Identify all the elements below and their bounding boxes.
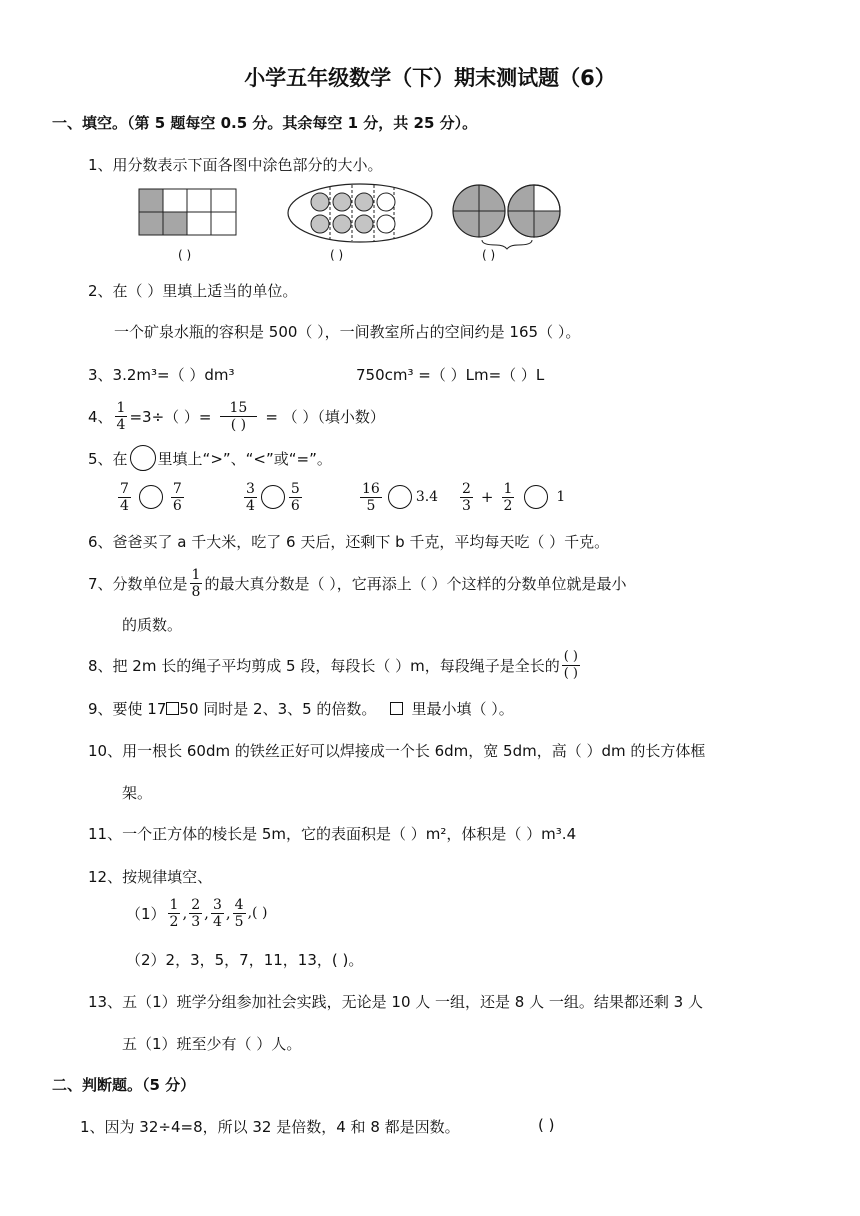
fraction-denominator: 5 <box>366 497 376 514</box>
q7-post: 的最大真分数是（ ），它再添上（ ）个这样的分数单位就是最小 <box>204 574 627 593</box>
fraction-denominator: 4 <box>212 913 222 930</box>
judge-answer-blank: ( ) <box>538 1116 555 1134</box>
fraction-numerator: 3 <box>212 896 222 913</box>
q4-tail: = （ ）（填小数） <box>265 407 385 426</box>
fraction-denominator: 6 <box>172 497 182 514</box>
figure-ellipse-circles <box>286 182 434 244</box>
section-heading: 一、填空。（第 5 题每空 0.5 分。其余每空 1 分，共 25 分）。 <box>52 114 478 132</box>
q5-item-2 <box>242 476 304 518</box>
q4-middle: =3÷（ ）= <box>129 407 212 426</box>
q7-fraction <box>190 567 203 600</box>
section-heading: 二、判断题。（5 分） <box>52 1076 196 1094</box>
compare-circle[interactable] <box>139 485 163 509</box>
number: 3.4 <box>415 489 439 505</box>
q9-mid: 50 同时是 2、3、5 的倍数。 <box>179 700 377 718</box>
answer-blank-c: ( ) <box>482 248 496 262</box>
plus-sign: + <box>480 488 494 506</box>
fraction-numerator: 7 <box>120 480 129 497</box>
fraction-numerator: ( ) <box>563 648 578 664</box>
question-2-line: 一个矿泉水瓶的容积是 500（ ），一间教室所占的空间约是 165（ ）。 <box>114 323 581 341</box>
answer-blank-b: ( ) <box>330 248 344 262</box>
fraction-numerator: 16 <box>362 480 380 497</box>
q4-fraction-1 <box>115 400 128 433</box>
question-13-line2: 五（1）班至少有（ ）人。 <box>122 1035 302 1053</box>
question-4 <box>88 392 385 440</box>
q5-item-3 <box>358 476 438 518</box>
fraction <box>211 897 224 930</box>
question-3-part1: 3、3.2m³=（ ）dm³ <box>88 366 235 384</box>
question-12-part1: （1） $\frac{1}{2}$ , $\frac{2}{3}$ , $\frac{3}{4}$ , $\frac{4}{5}$ ,( ) <box>126 896 268 930</box>
fraction <box>189 897 202 930</box>
fraction-denominator: 5 <box>234 913 244 930</box>
fraction-numerator: 15 <box>220 400 258 417</box>
q5-item-1 <box>116 476 186 518</box>
fraction-denominator: 4 <box>120 497 129 514</box>
fraction-denominator: 3 <box>462 497 471 514</box>
figure-grid <box>138 188 240 238</box>
question-13: 13、五（1）班学分组参加社会实践，无论是 10 人 一组，还是 8 人 一组。结果都还剩 3 人 <box>88 993 703 1011</box>
fraction-denominator: ( ) <box>563 665 578 681</box>
question-11: 11、一个正方体的棱长是 5m，它的表面积是（ ）m²，体积是（ ）m³.4 <box>88 825 577 843</box>
q4-fraction-2 <box>220 400 258 433</box>
question-1: 1、用分数表示下面各图中涂色部分的大小。 <box>88 156 383 174</box>
question-10-line2: 架。 <box>122 784 153 802</box>
q4-label: 4、 <box>88 407 113 426</box>
page-title: 小学五年级数学（下）期末测试题（6） <box>244 66 616 90</box>
q9-post: 里最小填（ ）。 <box>411 700 514 718</box>
fraction-denominator: 4 <box>246 497 255 514</box>
fraction-numerator: 4 <box>234 896 244 913</box>
blank-box-icon <box>390 702 403 715</box>
question-3-part2: 750cm³ =（ ）Lm=（ ）L <box>356 366 545 384</box>
circle-symbol <box>130 445 156 471</box>
question-2: 2、在（ ）里填上适当的单位。 <box>88 282 298 300</box>
question-5 <box>88 444 332 472</box>
fraction <box>118 481 131 514</box>
fraction-numerator: 5 <box>290 480 300 497</box>
question-9 <box>88 698 514 719</box>
fraction <box>460 481 473 514</box>
fraction-denominator: 6 <box>290 497 300 514</box>
q5-text: 里填上“>”、“<”或“=”。 <box>157 449 332 468</box>
question-10: 10、用一根长 60dm 的铁丝正好可以焊接成一个长 6dm，宽 5dm，高（ ）dm 的长方体框 <box>88 742 706 760</box>
q8-pre: 8、把 2m 长的绳子平均剪成 5 段，每段长（ ）m，每段绳子是全长的 <box>88 656 560 675</box>
question-7 <box>88 561 627 605</box>
q5-item-4 <box>458 476 565 518</box>
fraction-numerator: 1 <box>169 896 179 913</box>
answer-blank-a: ( ) <box>178 248 192 262</box>
fraction-numerator: 1 <box>503 480 513 497</box>
fraction <box>171 481 184 514</box>
fraction-denominator: ( ) <box>230 416 247 433</box>
fraction-denominator: 2 <box>503 497 513 514</box>
fraction-numerator: 2 <box>462 480 471 497</box>
fraction-numerator: 3 <box>246 480 255 497</box>
fraction-denominator: 3 <box>191 913 201 930</box>
fraction <box>502 481 515 514</box>
fraction-numerator: 1 <box>116 399 126 416</box>
q7-pre: 7、分数单位是 <box>88 574 188 593</box>
question-12-part2: （2）2，3，5，7，11，13，( )。 <box>126 951 364 969</box>
number: 1 <box>556 489 566 505</box>
fraction-numerator: 1 <box>191 566 201 583</box>
figure-two-circles <box>452 184 564 250</box>
question-12: 12、按规律填空、 <box>88 868 213 886</box>
q12-p1-label: （1） <box>126 904 166 923</box>
fraction <box>289 481 302 514</box>
fraction <box>233 897 246 930</box>
compare-circle[interactable] <box>388 485 412 509</box>
fraction <box>244 481 257 514</box>
judge-question-1: 1、因为 32÷4=8，所以 32 是倍数，4 和 8 都是因数。 <box>80 1118 460 1136</box>
fraction-denominator: 2 <box>169 913 179 930</box>
q8-fraction <box>562 649 580 682</box>
compare-circle[interactable] <box>524 485 548 509</box>
compare-circle[interactable] <box>261 485 285 509</box>
q12-p1-blank: ,( ) <box>247 905 268 921</box>
q5-label: 5、在 <box>88 449 128 468</box>
fraction-denominator: 4 <box>116 416 126 433</box>
fraction-denominator: 8 <box>191 583 201 600</box>
question-8 <box>88 643 582 687</box>
fraction <box>360 481 382 514</box>
fraction-numerator: 7 <box>172 480 182 497</box>
fraction <box>168 897 181 930</box>
question-6: 6、爸爸买了 a 千大米，吃了 6 天后，还剩下 b 千克，平均每天吃（ ）千克。 <box>88 533 610 551</box>
blank-box-icon <box>166 702 179 715</box>
question-7-line2: 的质数。 <box>122 616 183 634</box>
q9-pre: 9、要使 17 <box>88 700 167 718</box>
fraction-numerator: 2 <box>191 896 201 913</box>
